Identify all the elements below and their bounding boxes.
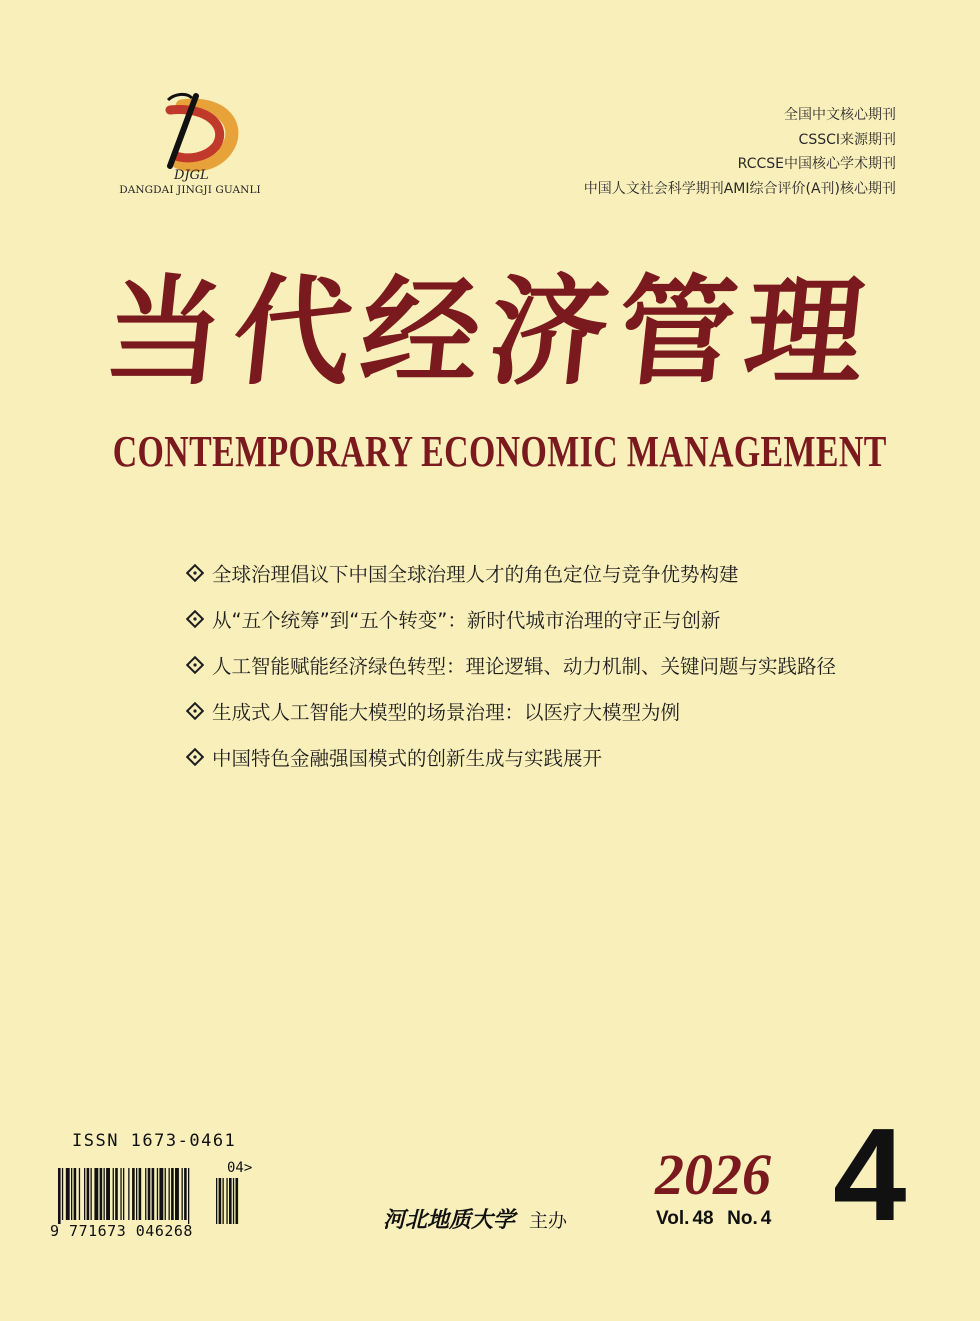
number-value: 4 [760, 1208, 772, 1229]
issue-number-large: 4 [833, 1101, 907, 1248]
logo-caption: DANGDAI JINGJI GUANLI [119, 184, 261, 196]
volume-label: Vol. [656, 1208, 690, 1229]
publisher-role: 主办 [529, 1210, 568, 1232]
volume-value: 48 [692, 1208, 714, 1229]
journal-title-chinese: 当代经济管理 [98, 262, 882, 401]
publisher [383, 1203, 567, 1234]
indexing-item: 中国人文社会科学期刊AMI综合评价(A刊)核心期刊 [583, 180, 896, 197]
diamond-bullet-icon [186, 564, 204, 582]
publisher-name: 河北地质大学 [383, 1207, 516, 1233]
article-item [186, 642, 836, 688]
article-item [186, 596, 836, 642]
article-title: 生成式人工智能大模型的场景治理：以医疗大模型为例 [212, 701, 681, 724]
volume-number [656, 1208, 774, 1230]
number-label: No. [727, 1208, 758, 1229]
barcode-bars-icon [58, 1168, 250, 1224]
indexing-list [584, 103, 896, 201]
article-title: 全球治理倡议下中国全球治理人才的角色定位与竞争优势构建 [212, 563, 739, 586]
indexing-item: CSSCI来源期刊 [798, 131, 896, 148]
barcode-digits: 9 771673 046268 [50, 1222, 193, 1240]
article-item [186, 734, 836, 780]
article-title: 人工智能赋能经济绿色转型：理论逻辑、动力机制、关键问题与实践路径 [212, 655, 837, 678]
article-title: 从“五个统筹”到“五个转变”：新时代城市治理的守正与创新 [212, 609, 721, 632]
barcode [50, 1160, 255, 1242]
diamond-bullet-icon [186, 610, 204, 628]
article-title: 中国特色金融强国模式的创新生成与实践展开 [212, 747, 603, 770]
journal-title-english: CONTEMPORARY ECONOMIC MANAGEMENT [112, 427, 887, 476]
featured-articles-list [186, 550, 836, 780]
article-item [186, 688, 836, 734]
diamond-bullet-icon [186, 656, 204, 674]
logo-emblem-icon [130, 88, 250, 183]
journal-logo [110, 88, 270, 198]
issn-number: ISSN 1673-0461 [72, 1131, 237, 1151]
logo-script-text: DJGL [174, 168, 209, 183]
diamond-bullet-icon [186, 748, 204, 766]
publication-year: 2026 [655, 1142, 771, 1207]
indexing-item: RCCSE中国核心学术期刊 [737, 156, 896, 172]
barcode-addon: 04> [227, 1160, 253, 1176]
article-item [186, 550, 836, 596]
indexing-item: 全国中文核心期刊 [784, 107, 896, 123]
diamond-bullet-icon [186, 702, 204, 720]
